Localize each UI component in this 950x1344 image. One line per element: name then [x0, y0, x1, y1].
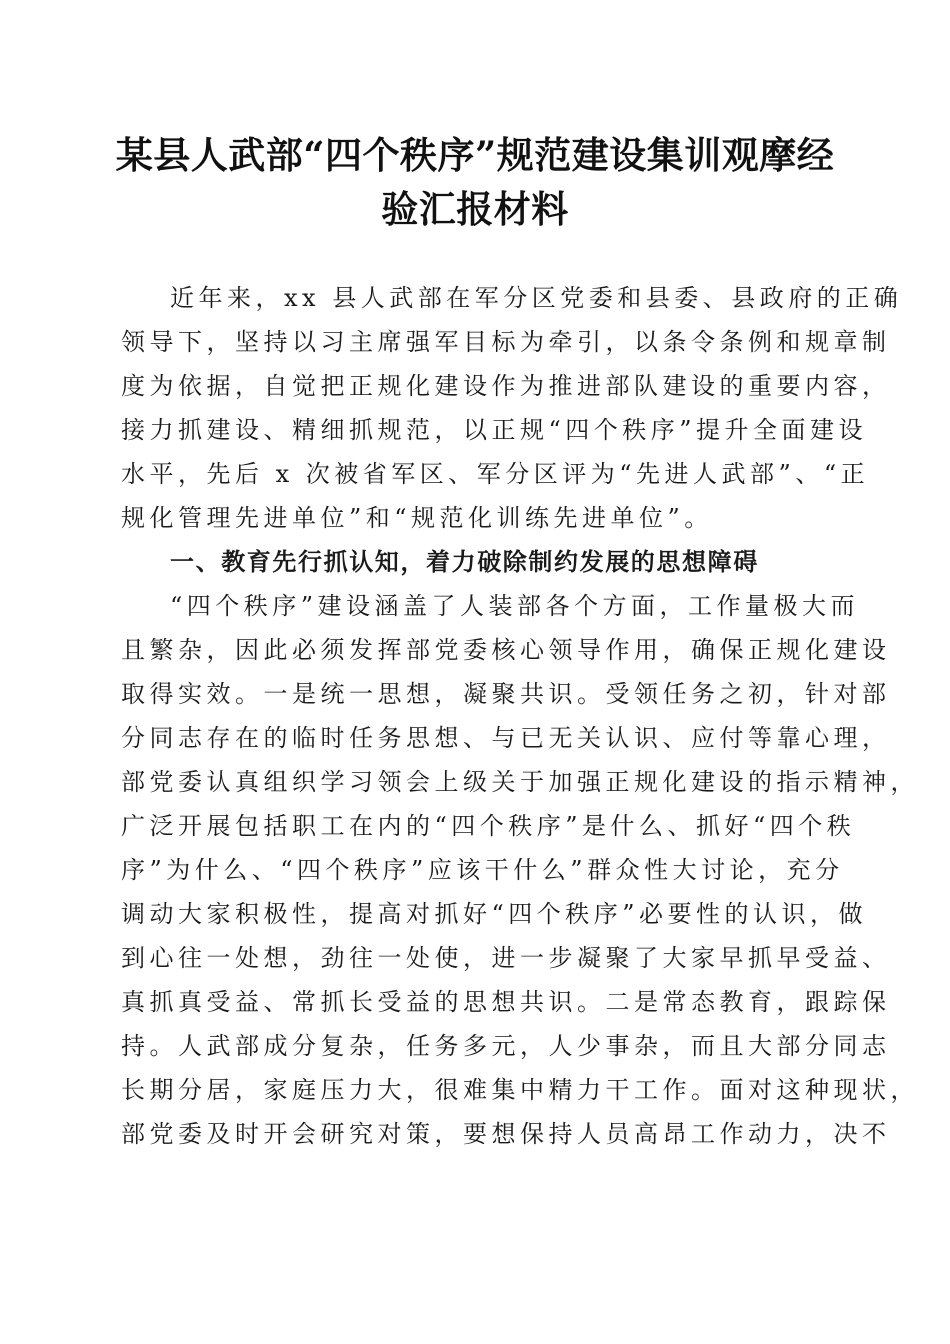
title-line-2: 验汇报材料 [381, 187, 569, 231]
body-line-2: 且繁杂，因此必须发挥部党委核心领导作用，确保正规化建设 [121, 636, 891, 664]
intro-line-5: 水平，先后 x 次被省军区、军分区评为“先进人武部”、“正 [121, 460, 870, 488]
intro-line-1: 近年来，xx 县人武部在军分区党委和县委、县政府的正确 [170, 284, 903, 312]
intro-line-2: 领导下，坚持以习主席强军目标为牵引，以条令条例和规章制 [121, 328, 891, 356]
body-line-9: 到心往一处想，劲往一处使，进一步凝聚了大家早抓早受益、 [121, 944, 891, 972]
body-line-1: “四个秩序”建设涵盖了人装部各个方面，工作量极大而 [170, 592, 860, 620]
body-line-12: 长期分居，家庭压力大，很难集中精力干工作。面对这种现状， [121, 1076, 919, 1104]
body-line-7: 序”为什么、“四个秩序”应该干什么”群众性大讨论，充分 [121, 856, 844, 884]
body-line-11: 持。人武部成分复杂，任务多元，人少事杂，而且大部分同志 [121, 1032, 891, 1060]
section-heading: 一、教育先行抓认知，着力破除制约发展的思想障碍 [170, 548, 759, 576]
body-line-5: 部党委认真组织学习领会上级关于加强正规化建设的指示精神， [121, 768, 919, 796]
body-line-8: 调动大家积极性，提高对抓好“四个秩序”必要性的认识，做 [121, 900, 868, 928]
body-line-6: 广泛开展包括职工在内的“四个秩序”是什么、抓好“四个秩 [121, 812, 856, 840]
body-line-10: 真抓真受益、常抓长受益的思想共识。二是常态教育，跟踪保 [121, 988, 891, 1016]
title-line-1: 某县人武部“四个秩序”规范建设集训观摩经 [115, 133, 835, 177]
body-line-3: 取得实效。一是统一思想，凝聚共识。受领任务之初，针对部 [121, 680, 891, 708]
body-line-13: 部党委及时开会研究对策，要想保持人员高昂工作动力，决不 [121, 1120, 891, 1148]
body-line-4: 分同志存在的临时任务思想、与已无关认识、应付等靠心理， [121, 724, 891, 752]
intro-line-4: 接力抓建设、精细抓规范，以正规“四个秩序”提升全面建设 [121, 416, 868, 444]
intro-line-6: 规化管理先进单位”和“规范化训练先进单位”。 [121, 504, 713, 532]
document-title [100, 128, 850, 236]
intro-line-3: 度为依据，自觉把正规化建设作为推进部队建设的重要内容， [121, 372, 891, 400]
